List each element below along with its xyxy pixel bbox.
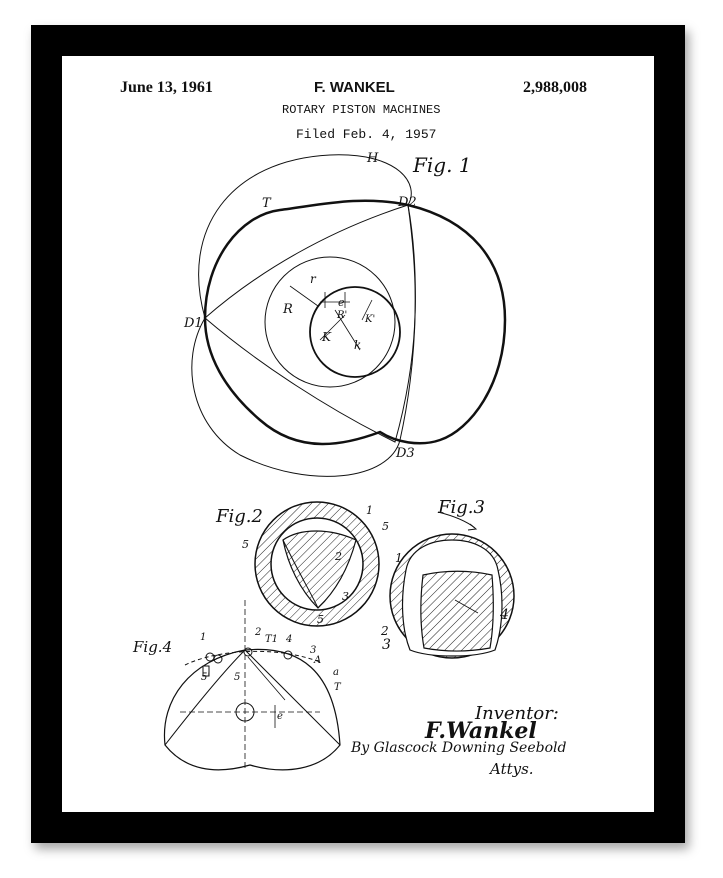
fig1-diagram — [192, 155, 505, 477]
fig3-num-1: 1 — [395, 551, 403, 565]
fig1-letter-h: H — [367, 151, 379, 166]
fig3-label: Fig.3 — [438, 497, 485, 518]
fig4-letter-e: e — [277, 711, 283, 722]
fig3-diagram — [390, 512, 514, 658]
fig4-num-2: 2 — [255, 627, 262, 638]
fig3-num-3: 3 — [382, 637, 391, 653]
fig2-num-1: 1 — [366, 504, 373, 517]
inventor-label: Inventor: — [475, 703, 559, 724]
fig4-letter-t: T — [334, 682, 341, 693]
fig4-num-1: 1 — [200, 632, 207, 643]
attys-signature: Attys. — [490, 760, 534, 778]
fig1-letter-big-r: R — [283, 302, 293, 317]
patent-title: ROTARY PISTON MACHINES — [282, 103, 441, 117]
fig1-label: Fig. 1 — [413, 153, 472, 177]
fig1-letter-big-k: K — [322, 330, 331, 344]
fig1-circle-outer — [265, 257, 395, 387]
fig3-num-2: 2 — [381, 624, 389, 638]
fig2-num-2: 2 — [335, 550, 342, 563]
fig4-letter-a: a — [333, 667, 339, 678]
fig2-label: Fig.2 — [216, 506, 263, 527]
fig4-label: Fig.4 — [133, 638, 173, 656]
fig4-letter-a-upper: A — [314, 655, 322, 666]
filed-date: Filed Feb. 4, 1957 — [296, 127, 437, 142]
fig1-letter-r-prime: R' — [337, 310, 348, 321]
fig4-num-5: 5 — [234, 672, 241, 683]
fig1-letter-r: r — [310, 272, 316, 286]
fig3-num-4: 4 — [500, 607, 509, 623]
fig2-diagram — [255, 502, 379, 626]
fig1-housing-t — [205, 201, 505, 444]
fig4-num-4: 4 — [286, 634, 293, 645]
fig1-letter-k: k — [354, 338, 362, 352]
fig2-num-5-right: 5 — [382, 520, 389, 533]
fig1-letter-d1: D1 — [184, 316, 203, 331]
fig1-letter-e: e — [338, 296, 345, 309]
fig2-num-5-bottom: 5 — [317, 613, 324, 626]
fig4-num-3: 3 — [310, 645, 317, 656]
fig1-letter-t: T — [262, 196, 271, 211]
inventor-name: F. WANKEL — [314, 79, 395, 96]
fig1-outline-h — [192, 155, 416, 477]
fig4-letter-t1: T1 — [265, 634, 279, 645]
fig4-num-5-prime: 5' — [201, 672, 211, 683]
inventor-signature: F.Wankel — [425, 718, 537, 744]
patent-number: 2,988,008 — [523, 79, 587, 96]
fig1-letter-d3: D3 — [396, 446, 415, 461]
fig1-letter-d2: D2 — [398, 195, 417, 210]
fig2-num-5-left: 5 — [242, 538, 249, 551]
fig1-letter-k-prime: K' — [365, 314, 376, 325]
patent-date: June 13, 1961 — [120, 79, 213, 96]
attorneys-signature: By Glascock Downing Seebold — [351, 740, 567, 756]
fig2-num-3: 3 — [342, 590, 349, 603]
